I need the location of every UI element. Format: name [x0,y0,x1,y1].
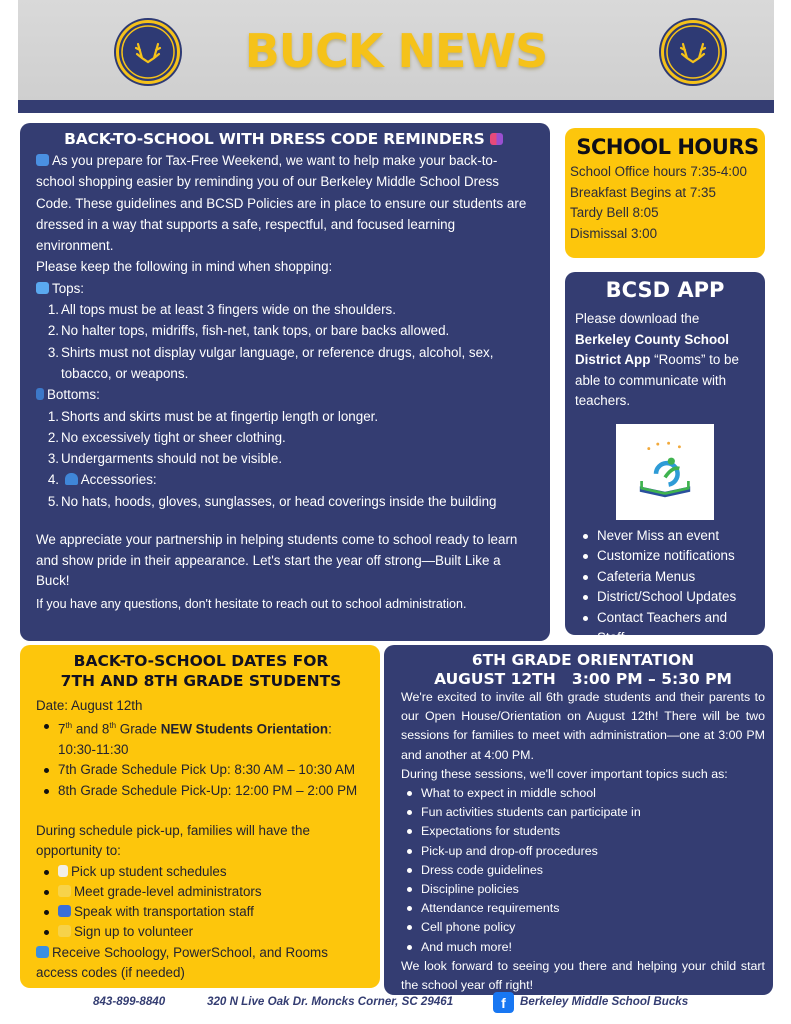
list-item: Attendance requirements [407,899,765,918]
list-item: Contact Teachers and Staff [583,608,755,649]
phone-icon [36,946,49,958]
dates-panel [20,645,380,988]
tardy-bell: Tardy Bell 8:05 [570,205,659,220]
list-item: And much more! [407,938,765,957]
tops-heading: Tops: [36,278,534,299]
list-item: 2. No excessively tight or sheer clothing. [47,429,286,445]
footer-phone[interactable]: 843-899-8840 [93,995,166,1008]
list-item: 1. All tops must be at least 3 fingers wide on the shoulders. [47,302,396,318]
dates-schedule-list [36,716,366,801]
antler-emblem-icon [665,24,721,80]
orientation-intro: We're excited to invite all 6th grade students and their parents to our Open House/Orientation on August 12th! There will be two sessions for families to meet with administration—one at 3:00 PM and another at 4:00 PM. [401,690,765,762]
list-item: Pick up student schedules [44,862,366,882]
pickup-7th: 7th Grade Schedule Pick Up: 8:30 AM – 10:30 AM [44,760,366,780]
list-item: Customize notifications [583,546,755,567]
orientation-closing: We look forward to seeing you there and helping your child start the school year off right! [401,958,765,993]
pickup-activities-list [36,862,366,943]
list-item: Dress code guidelines [407,861,765,880]
list-item: Meet grade-level administrators [44,882,366,902]
school-logo-right [661,20,725,84]
breakfast-time: Breakfast Begins at 7:35 [570,184,716,200]
footer-address: 320 N Live Oak Dr. Moncks Corner, SC 29461 [207,995,454,1008]
app-title: BCSD APP [605,278,725,302]
list-item: Speak with transportation staff [44,902,366,922]
list-item: What to expect in middle school [407,784,765,803]
shirt-icon [36,282,49,294]
app-features-list [575,526,755,649]
dress-code-intro: As you prepare for Tax-Free Weekend, we want to help make your back-to-school shopping easier by reminding you of our Berkeley Middle School Dress Code. These guidelines and BCSD Policies are in place to ensure our students are dressed in a way that supports a safe, respectful, and focused learning environment. [36,153,527,254]
list-item: Fun activities students can participate in [407,803,765,822]
orientation-title: 6TH GRADE ORIENTATION AUGUST 12TH 3:00 PM – 5:30 PM [434,651,732,688]
office-hours: School Office hours 7:35-4:00 [570,164,747,179]
bottoms-list [36,406,534,512]
bcsd-app-panel [565,272,765,645]
list-item: 1. Shorts and skirts must be at fingertip length or longer. [47,408,379,424]
dress-code-closing: We appreciate your partnership in helping students come to school ready to learn and show pride in their appearance. Let's start the year off strong—Built Like a Buck! [36,532,518,589]
topics-intro: During these sessions, we'll cover important topics such as: [401,766,728,781]
facebook-link[interactable]: Berkeley Middle School Bucks [520,995,689,1008]
jacket-icon [36,154,49,166]
shopping-bags-icon [490,133,503,145]
list-item: Discipline policies [407,880,765,899]
questions-note: If you have any questions, don't hesitate to reach out to school administration. [36,596,467,611]
pickup-8th: 8th Grade Schedule Pick-Up: 12:00 PM – 2:00 PM [44,781,366,801]
facebook-icon[interactable]: f [493,992,514,1013]
access-codes: Receive Schoology, PowerSchool, and Rooms access codes (if needed) [36,944,328,981]
topics-list [401,784,765,957]
list-item: 3. Undergarments should not be visible. [47,451,283,467]
wave-hand-icon [58,885,71,897]
accessories-heading: 4. Accessories: [47,472,157,488]
list-item: 3. Shirts must not display vulgar language, or reference drugs, alcohol, sex, tobacco, or weapons. [47,344,494,381]
dress-code-panel [20,123,550,641]
orientation-item: 7th and 8th Grade NEW Students Orientation: 10:30-11:30 [44,716,366,760]
list-item: Sign up to volunteer [44,922,366,942]
list-item: Cell phone policy [407,918,765,937]
open-book-icon [629,436,701,508]
cap-icon [65,473,78,485]
during-pickup-text: During schedule pick-up, families will have the opportunity to: [36,822,310,859]
bottoms-heading: Bottoms: [36,384,534,405]
school-hours-panel [565,128,765,258]
list-item: 5. No hats, hoods, gloves, sunglasses, or head coverings inside the building [47,493,497,509]
list-item: 2. No halter tops, midriffs, fish-net, tank tops, or bare backs allowed. [47,323,450,339]
footer [0,992,791,1014]
list-item: Never Miss an event [583,526,755,547]
list-item: Cafeteria Menus [583,567,755,588]
list-item: District/School Updates [583,587,755,608]
header-banner [18,0,774,100]
header-divider [18,100,774,113]
bus-icon [58,905,71,917]
tops-list [36,299,534,384]
document-icon [58,865,68,877]
list-item: Expectations for students [407,822,765,841]
dress-code-title: BACK-TO-SCHOOL WITH DRESS CODE REMINDERS [36,128,534,150]
date-line: Date: August 12th [36,698,143,713]
school-hours-title: SCHOOL HOURS [576,135,759,159]
rooms-app-logo[interactable] [616,424,714,520]
app-name: Berkeley County School District App [575,331,730,367]
orientation-panel [384,645,773,995]
app-description: Please download the Berkeley County School District App “Rooms” to be able to communicate with teachers. [575,311,739,408]
handshake-icon [58,925,71,937]
newsletter-title: BUCK NEWS [244,24,548,78]
jeans-icon [36,388,44,400]
list-item: Pick-up and drop-off procedures [407,842,765,861]
dismissal-time: Dismissal 3:00 [570,225,658,241]
dates-title: BACK-TO-SCHOOL DATES FOR 7TH AND 8TH GRADE STUDENTS [60,652,342,690]
keep-in-mind: Please keep the following in mind when shopping: [36,259,333,275]
